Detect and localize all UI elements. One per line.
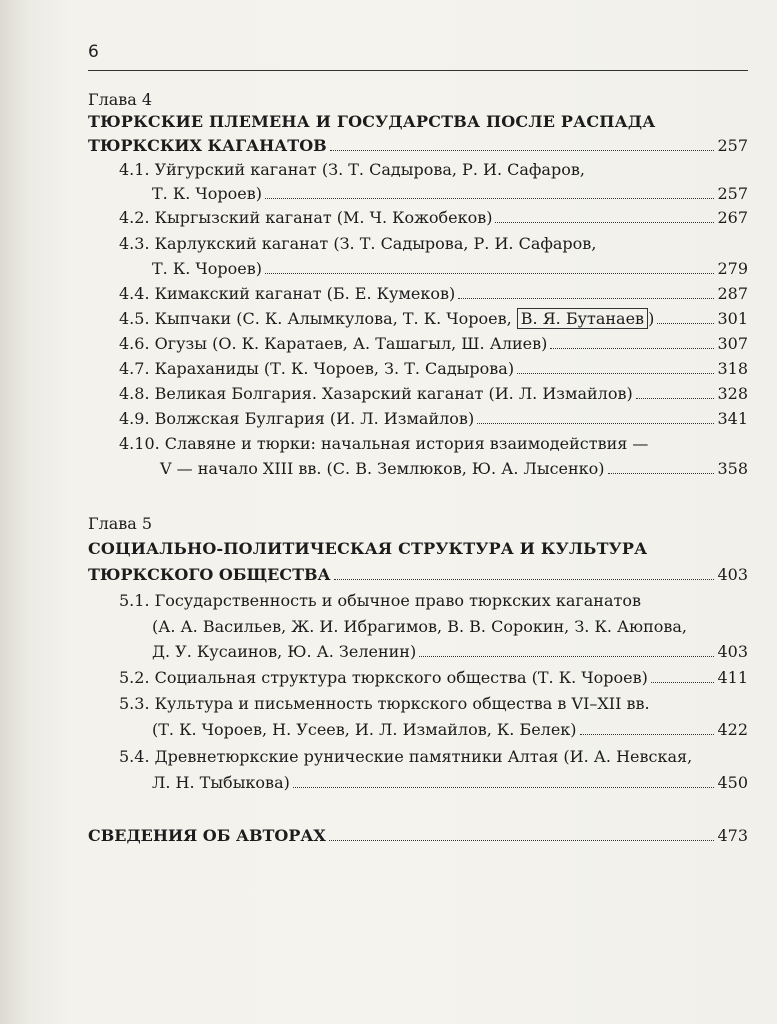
toc-entry-line: 5.4. Древнетюркские рунические памятники Алтая (И. А. Невская, bbox=[119, 747, 693, 766]
toc-entry-text: 4.2. Кыргызский каганат (М. Ч. Кожобеков) bbox=[119, 208, 493, 227]
toc-entry-line: 5.3. Культура и письменность тюркского общества в VI–XII вв. bbox=[119, 694, 650, 713]
leader-dots bbox=[608, 473, 715, 474]
chapter-title-line bbox=[88, 136, 748, 155]
toc-entry-text: Т. К. Чороев) bbox=[152, 259, 262, 278]
page-ref: 450 bbox=[717, 773, 748, 792]
page-ref: 328 bbox=[717, 384, 748, 403]
toc-entry bbox=[119, 309, 748, 328]
leader-dots bbox=[265, 198, 714, 199]
authors-entry bbox=[88, 826, 748, 845]
page-ref: 422 bbox=[717, 720, 748, 739]
page-number: 6 bbox=[88, 42, 99, 62]
page-ref: 257 bbox=[717, 184, 748, 203]
chapter-title-text: ТЮРКСКОГО ОБЩЕСТВА bbox=[88, 565, 331, 584]
leader-dots bbox=[458, 298, 714, 299]
page-ref: 287 bbox=[717, 284, 748, 303]
toc-entry-text: (Т. К. Чороев, Н. Усеев, И. Л. Измайлов, К. Белек) bbox=[152, 720, 577, 739]
page-ref: 267 bbox=[717, 208, 748, 227]
toc-entry bbox=[152, 184, 748, 203]
chapter-title: ТЮРКСКИЕ ПЛЕМЕНА И ГОСУДАРСТВА ПОСЛЕ РАСПАДА bbox=[88, 112, 656, 131]
toc-entry-text: Д. У. Кусаинов, Ю. А. Зеленин) bbox=[152, 642, 417, 661]
chapter-label: Глава 5 bbox=[88, 514, 153, 533]
page-ref: 403 bbox=[717, 565, 748, 584]
leader-dots bbox=[550, 348, 714, 349]
page-ref: 341 bbox=[717, 409, 748, 428]
toc-entry-text: 4.6. Огузы (О. К. Каратаев, А. Ташагыл, Ш. Алиев) bbox=[119, 334, 548, 353]
toc-entry-text bbox=[119, 309, 654, 328]
toc-entry-line: 4.3. Карлукский каганат (З. Т. Садырова, Р. И. Сафаров, bbox=[119, 234, 597, 253]
leader-dots bbox=[495, 222, 714, 223]
chapter-title-text: ТЮРКСКИХ КАГАНАТОВ bbox=[88, 136, 327, 155]
toc-entry-line: 5.1. Государственность и обычное право тюркских каганатов bbox=[119, 591, 641, 610]
page-ref: 473 bbox=[717, 826, 748, 845]
leader-dots bbox=[636, 398, 715, 399]
leader-dots bbox=[651, 682, 715, 683]
toc-entry bbox=[152, 259, 748, 278]
toc-entry-line: (А. А. Васильев, Ж. И. Ибрагимов, В. В. Сорокин, З. К. Аюпова, bbox=[152, 617, 687, 636]
page-ref: 411 bbox=[717, 668, 748, 687]
toc-entry-text: Т. К. Чороев) bbox=[152, 184, 262, 203]
toc-entry-text-after: ) bbox=[648, 309, 655, 328]
toc-entry bbox=[119, 384, 748, 403]
page-ref: 257 bbox=[717, 136, 748, 155]
leader-dots bbox=[419, 656, 714, 657]
toc-entry bbox=[160, 459, 748, 478]
leader-dots bbox=[330, 150, 715, 151]
page-ref: 318 bbox=[717, 359, 748, 378]
toc-entry bbox=[119, 359, 748, 378]
page-ref: 403 bbox=[717, 642, 748, 661]
leader-dots bbox=[265, 273, 714, 274]
leader-dots bbox=[517, 373, 714, 374]
leader-dots bbox=[293, 787, 715, 788]
toc-entry-text: 4.8. Великая Болгария. Хазарский каганат (И. Л. Измайлов) bbox=[119, 384, 633, 403]
leader-dots bbox=[477, 423, 714, 424]
leader-dots bbox=[580, 734, 715, 735]
chapter-title-line bbox=[88, 565, 748, 584]
toc-entry-text: 4.4. Кимакский каганат (Б. Е. Кумеков) bbox=[119, 284, 456, 303]
toc-entry bbox=[119, 668, 748, 687]
header-rule bbox=[88, 70, 748, 71]
toc-entry bbox=[119, 334, 748, 353]
toc-entry bbox=[119, 409, 748, 428]
toc-entry-line: 4.10. Славяне и тюрки: начальная история взаимодействия — bbox=[119, 434, 649, 453]
toc-entry-text: 4.7. Караханиды (Т. К. Чороев, З. Т. Садырова) bbox=[119, 359, 515, 378]
page-ref: 279 bbox=[717, 259, 748, 278]
leader-dots bbox=[329, 840, 715, 841]
authors-title: СВЕДЕНИЯ ОБ АВТОРАХ bbox=[88, 826, 326, 845]
chapter-title: СОЦИАЛЬНО-ПОЛИТИЧЕСКАЯ СТРУКТУРА И КУЛЬТУРА bbox=[88, 539, 648, 558]
page-ref: 301 bbox=[717, 309, 748, 328]
toc-entry bbox=[152, 642, 748, 661]
leader-dots bbox=[657, 323, 714, 324]
boxed-author: В. Я. Бутанаев bbox=[517, 308, 648, 329]
leader-dots bbox=[334, 579, 715, 580]
toc-entry bbox=[119, 208, 748, 227]
toc-entry-line: 4.1. Уйгурский каганат (З. Т. Садырова, Р. И. Сафаров, bbox=[119, 160, 585, 179]
toc-entry-text: Л. Н. Тыбыкова) bbox=[152, 773, 290, 792]
toc-entry-text: 4.9. Волжская Булгария (И. Л. Измайлов) bbox=[119, 409, 475, 428]
chapter-label: Глава 4 bbox=[88, 90, 153, 109]
toc-entry-text-before: 4.5. Кыпчаки (С. К. Алымкулова, Т. К. Чороев, bbox=[119, 309, 517, 328]
toc-entry-text: V — начало XIII вв. (С. В. Землюков, Ю. А. Лысенко) bbox=[160, 459, 605, 478]
toc-entry-text: 5.2. Социальная структура тюркского общества (Т. К. Чороев) bbox=[119, 668, 648, 687]
toc-entry bbox=[152, 773, 748, 792]
page-ref: 358 bbox=[717, 459, 748, 478]
page-ref: 307 bbox=[717, 334, 748, 353]
toc-entry bbox=[119, 284, 748, 303]
toc-entry bbox=[152, 720, 748, 739]
